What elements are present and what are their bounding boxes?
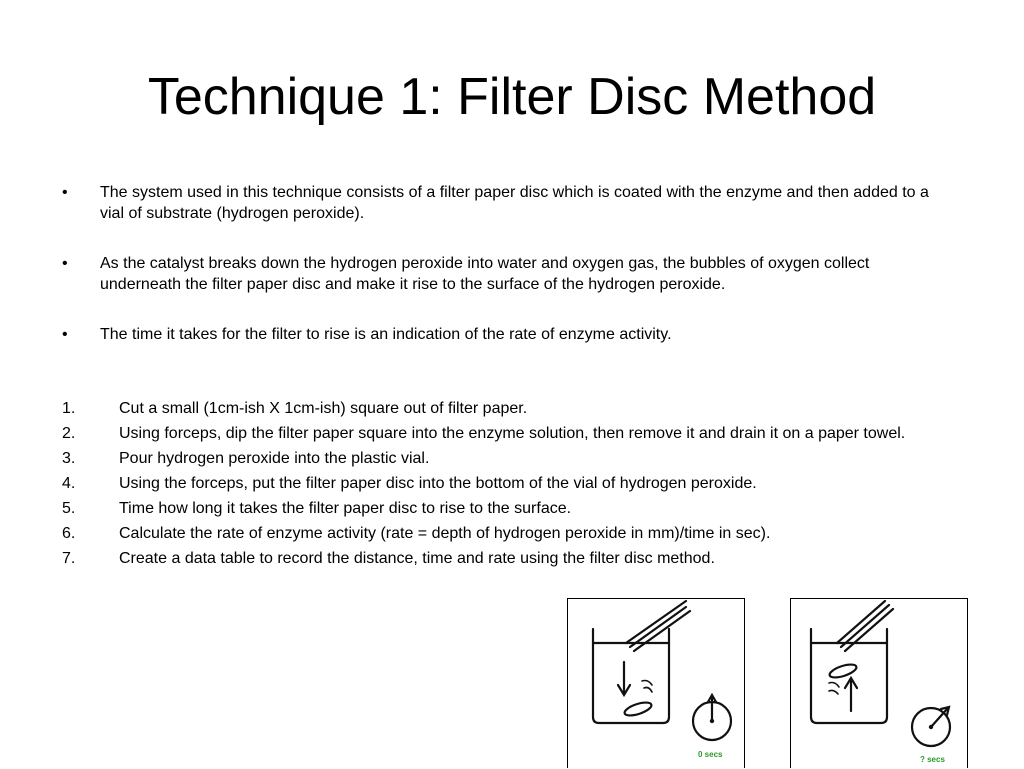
step-text: Using forceps, dip the filter paper square into the enzyme solution, then remove it and drain it on a paper towel. bbox=[119, 425, 906, 442]
step-number: 3. bbox=[62, 450, 76, 467]
step-number: 7. bbox=[62, 550, 76, 567]
bullet-symbol: • bbox=[62, 326, 68, 343]
timer-label: ? secs bbox=[920, 755, 945, 764]
step-item bbox=[62, 398, 972, 419]
bullet-list bbox=[62, 182, 942, 374]
bullet-item bbox=[62, 182, 942, 224]
step-text: Calculate the rate of enzyme activity (rate = depth of hydrogen peroxide in mm)/time in sec). bbox=[119, 525, 771, 542]
disc-rising-vial-icon bbox=[791, 599, 969, 769]
step-number: 1. bbox=[62, 400, 76, 417]
slide-title: Technique 1: Filter Disc Method bbox=[147, 68, 877, 126]
step-item bbox=[62, 473, 972, 494]
bullet-text: The time it takes for the filter to rise is an indication of the rate of enzyme activity. bbox=[100, 326, 672, 343]
bullet-text: The system used in this technique consists of a filter paper disc which is coated with the enzyme and then added to a vial of substrate (hydrogen peroxide). bbox=[100, 184, 929, 222]
bullet-text: As the catalyst breaks down the hydrogen peroxide into water and oxygen gas, the bubbles of oxygen collect underneath the filter paper disc and make it rise to the surface of the hydrogen peroxide. bbox=[100, 255, 870, 293]
step-text: Using the forceps, put the filter paper disc into the bottom of the vial of hydrogen peroxide. bbox=[119, 475, 757, 492]
step-number: 6. bbox=[62, 525, 76, 542]
step-text: Time how long it takes the filter paper disc to rise to the surface. bbox=[119, 500, 572, 517]
step-item bbox=[62, 448, 972, 469]
bullet-symbol: • bbox=[62, 184, 68, 201]
disc-sinking-vial-icon bbox=[568, 599, 746, 769]
step-item bbox=[62, 548, 972, 569]
figure-disc-sinking bbox=[567, 598, 745, 768]
step-list bbox=[62, 398, 972, 573]
step-number: 4. bbox=[62, 475, 76, 492]
step-item bbox=[62, 423, 972, 444]
step-number: 5. bbox=[62, 500, 76, 517]
figure-disc-rising bbox=[790, 598, 968, 768]
timer-label: 0 secs bbox=[698, 750, 723, 759]
step-text: Create a data table to record the distance, time and rate using the filter disc method. bbox=[119, 550, 715, 567]
bullet-symbol: • bbox=[62, 255, 68, 272]
step-text: Pour hydrogen peroxide into the plastic vial. bbox=[119, 450, 430, 467]
step-item bbox=[62, 523, 972, 544]
bullet-item bbox=[62, 324, 942, 345]
step-number: 2. bbox=[62, 425, 76, 442]
step-text: Cut a small (1cm-ish X 1cm-ish) square out of filter paper. bbox=[119, 400, 528, 417]
step-item bbox=[62, 498, 972, 519]
bullet-item bbox=[62, 253, 942, 295]
